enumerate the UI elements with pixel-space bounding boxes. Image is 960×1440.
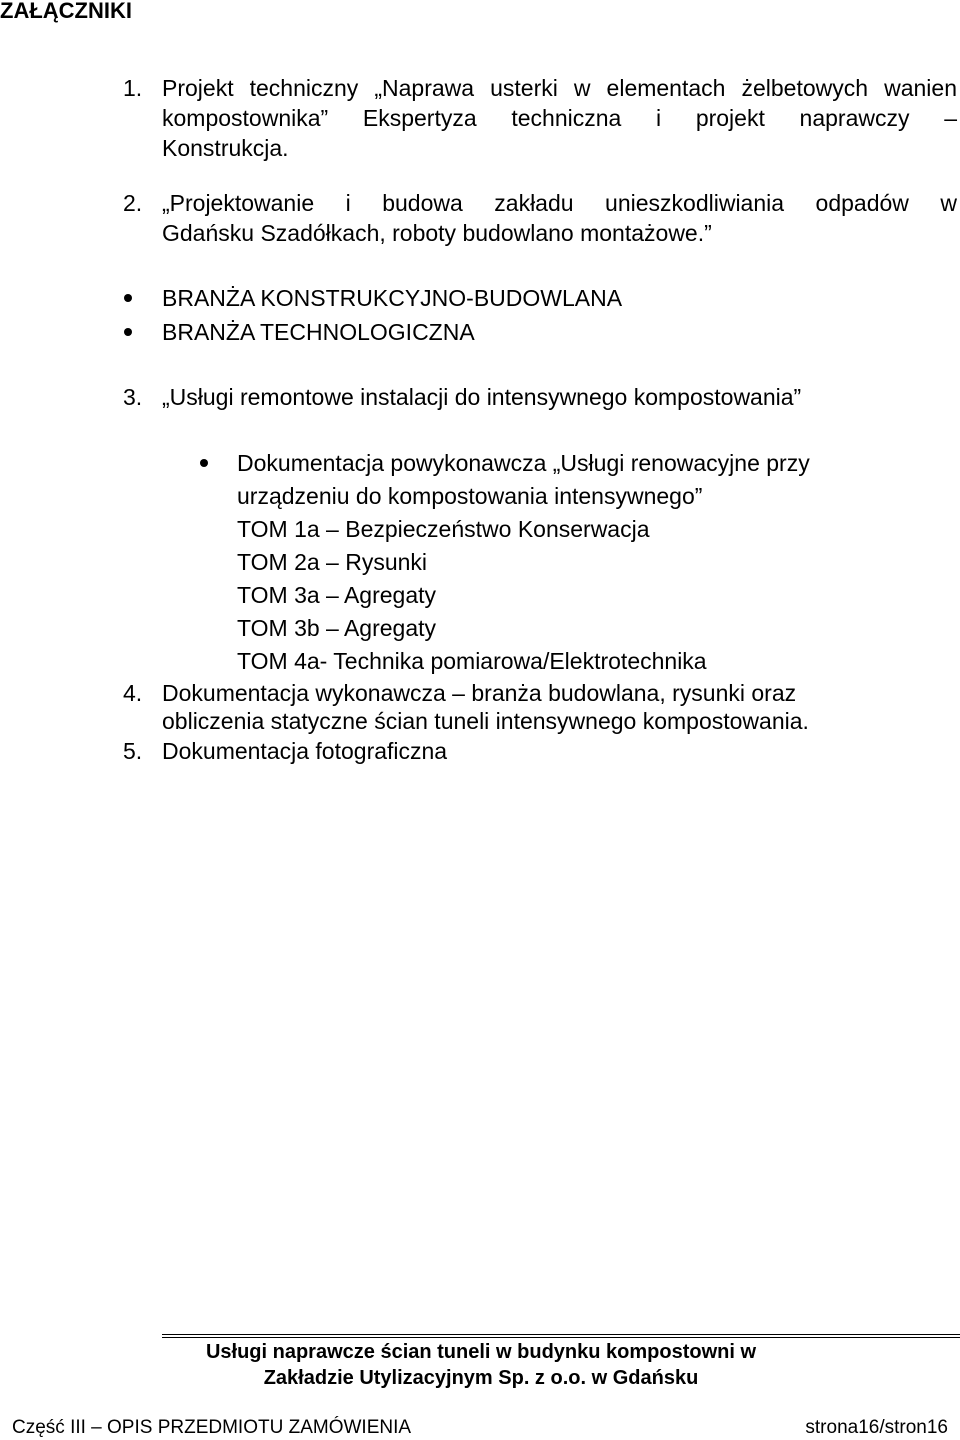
list-item-line: Dokumentacja wykonawcza – branża budowlana, rysunki oraz [162,680,797,706]
list-number: 5. [123,738,143,764]
sub-item-line: Dokumentacja powykonawcza „Usługi renowacyjne przy [237,450,810,476]
footer-title-line: Zakładzie Utylizacyjnym Sp. z o.o. w Gdańsku [263,1367,699,1389]
sub-item-line: urządzeniu do kompostowania intensywnego” [237,483,703,509]
list-number: 2. [123,190,143,216]
footer-divider [162,1334,960,1335]
bullet-icon [200,459,208,467]
list-item-line: kompostownika” Ekspertyza techniczna i projekt naprawczy – [162,105,957,131]
sub-item-line: TOM 1a – Bezpieczeństwo Konserwacja [237,516,650,542]
list-number: 3. [123,384,143,410]
list-item-line: „Usługi remontowe instalacji do intensywnego kompostowania” [162,384,802,410]
list-item-line: Gdańsku Szadółkach, roboty budowlano montażowe.” [162,220,712,246]
page-number: strona16/stron16 [805,1417,948,1438]
footer-title-line: Usługi naprawcze ścian tuneli w budynku kompostowni w [205,1341,757,1363]
list-item-line: Dokumentacja fotograficzna [162,738,448,764]
list-item-line: obliczenia statyczne ścian tuneli intensywnego kompostowania. [162,708,809,734]
list-item-line: „Projektowanie i budowa zakładu unieszkodliwiania odpadów w [162,190,957,216]
bullet-icon [124,328,132,336]
page-heading: ZAŁĄCZNIKI [0,0,132,23]
footer-divider [162,1337,960,1338]
sub-item-line: TOM 3a – Agregaty [237,582,437,608]
bullet-item: BRANŻA TECHNOLOGICZNA [162,319,475,345]
sub-item-line: TOM 4a- Technika pomiarowa/Elektrotechnika [237,648,707,674]
footer-section-label: Część III – OPIS PRZEDMIOTU ZAMÓWIENIA [12,1417,412,1438]
sub-item-line: TOM 2a – Rysunki [237,549,428,575]
bullet-icon [124,294,132,302]
list-number: 4. [123,680,143,706]
sub-item-line: TOM 3b – Agregaty [237,615,437,641]
list-number: 1. [123,75,143,101]
list-item-line: Konstrukcja. [162,135,289,161]
list-item-line: Projekt techniczny „Naprawa usterki w elementach żelbetowych wanien [162,75,957,101]
bullet-item: BRANŻA KONSTRUKCYJNO-BUDOWLANA [162,285,623,311]
